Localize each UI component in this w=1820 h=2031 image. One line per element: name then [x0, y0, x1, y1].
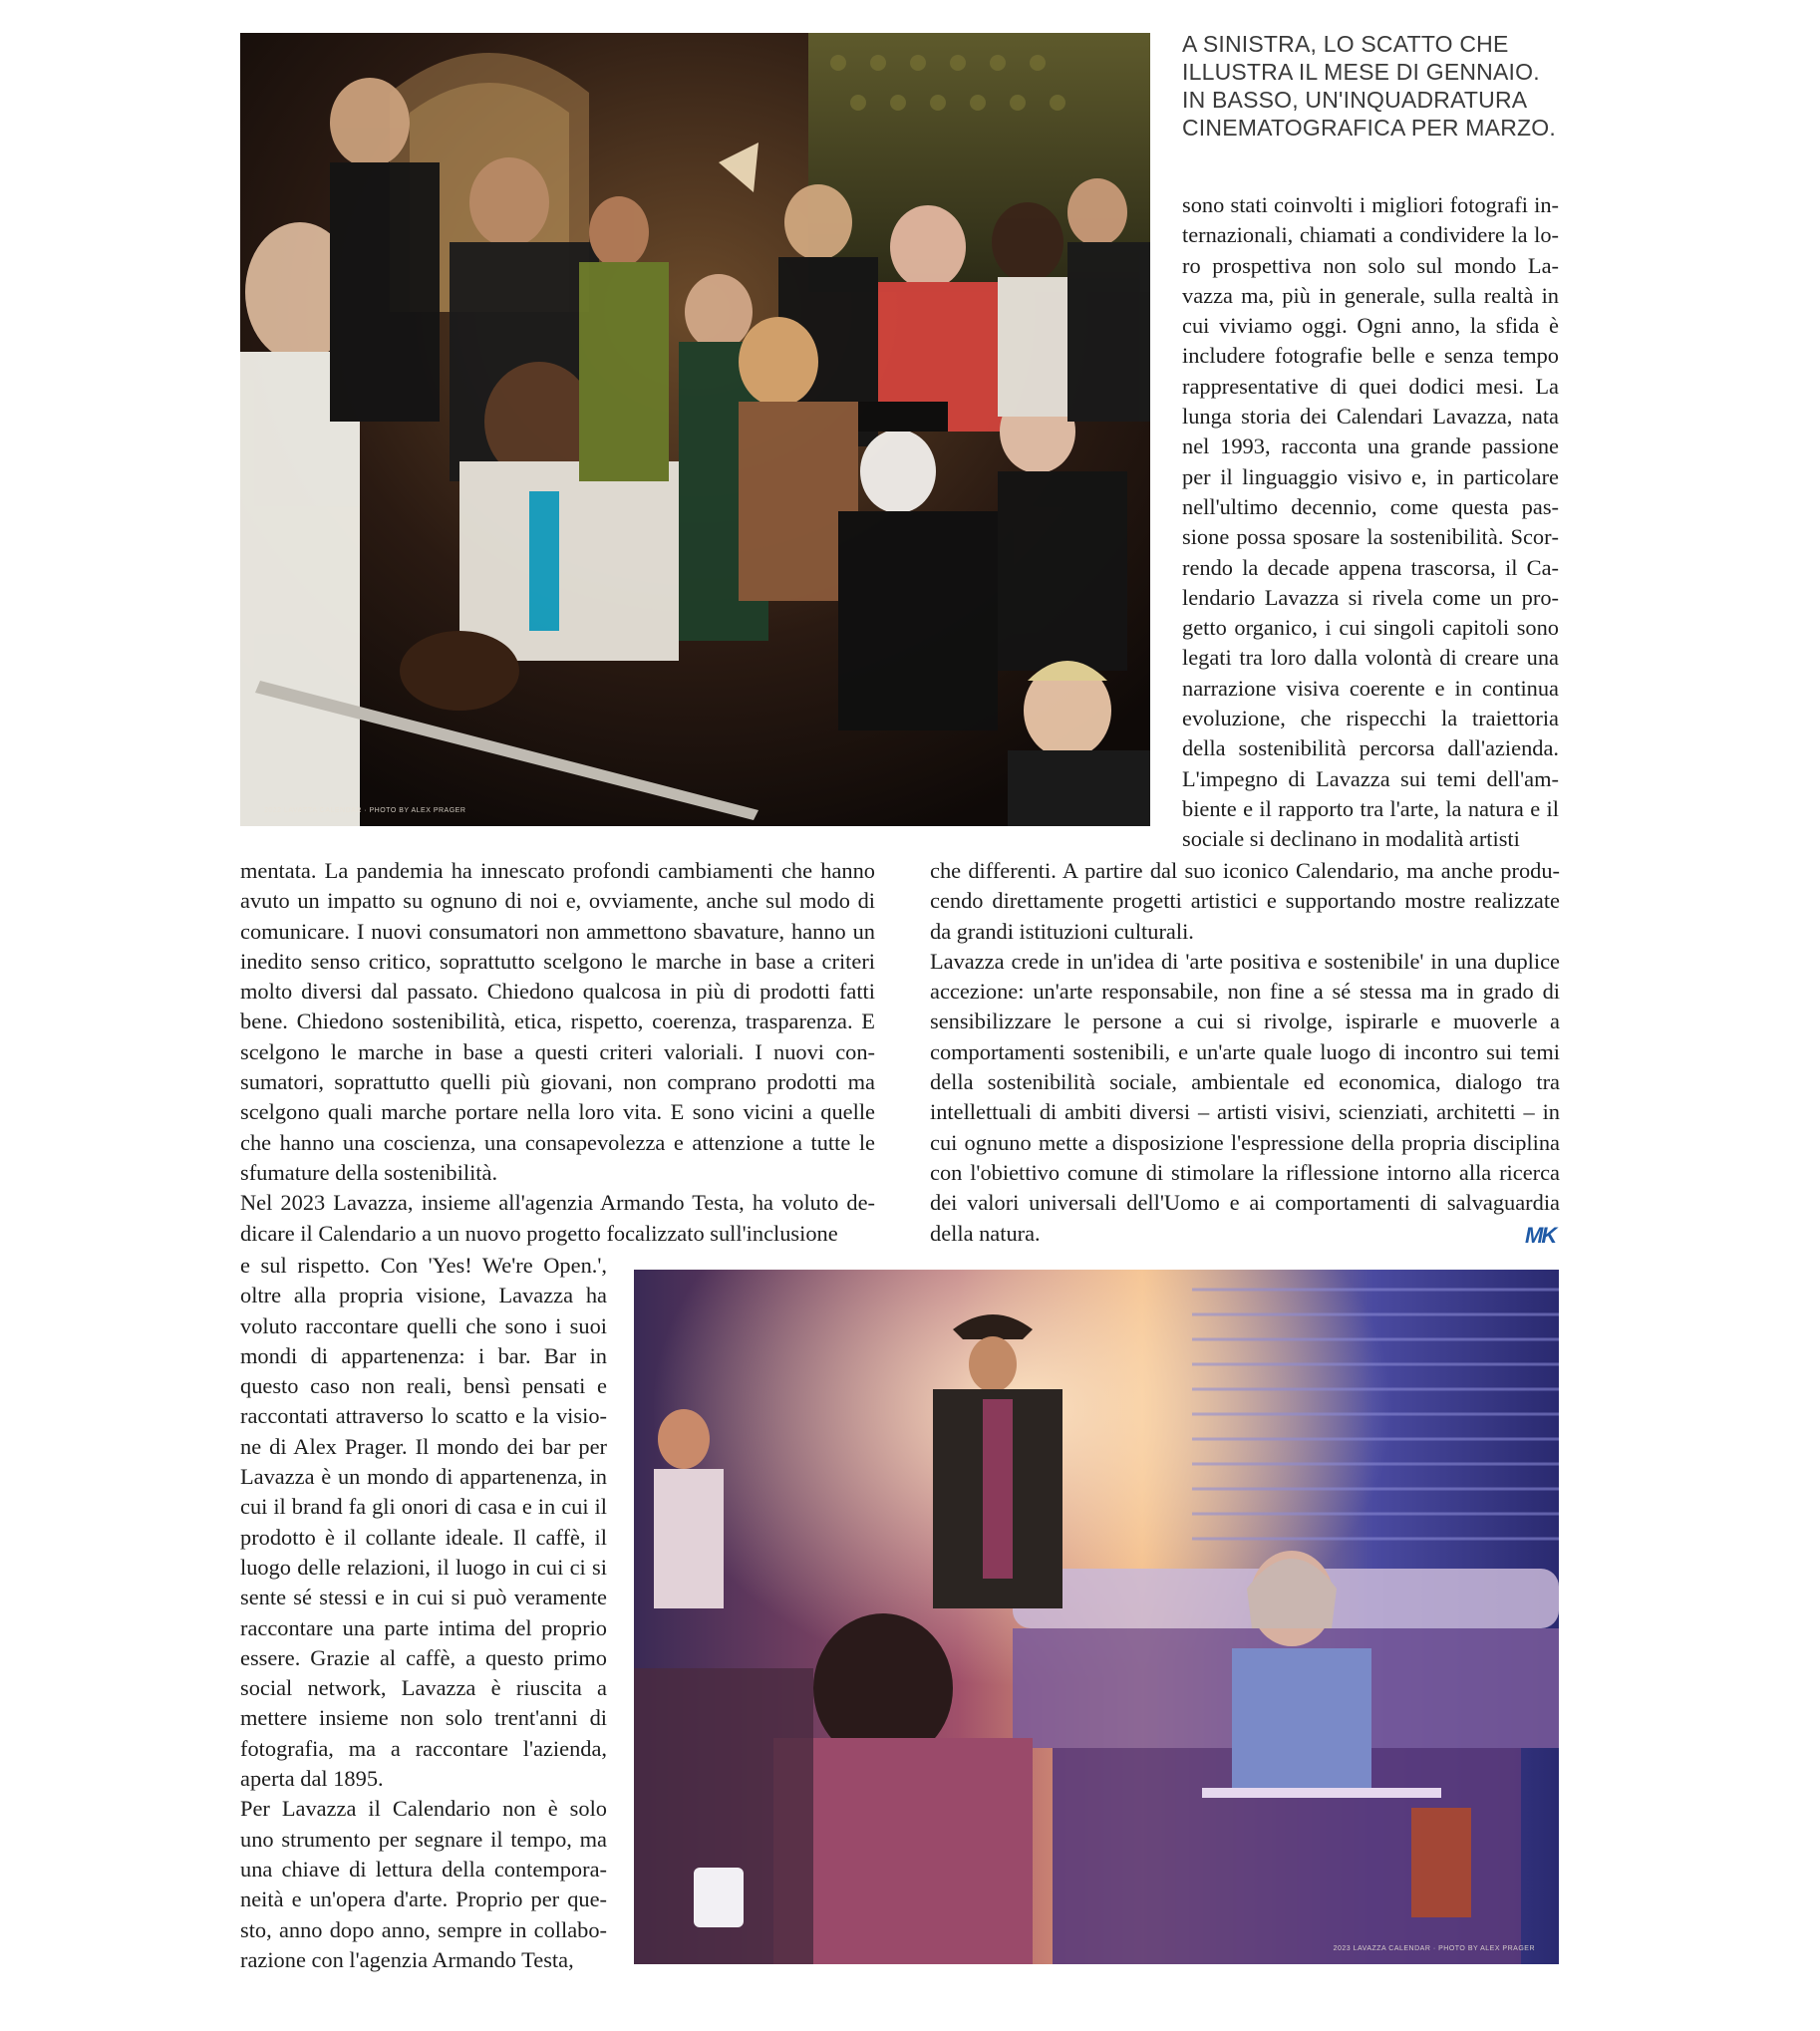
paragraph: che differenti. A partire dal suo iconico Calendario, ma anche producendo direttamente progetti artistici e supportando mostre realizzate da grandi istituzioni culturali. [930, 858, 1560, 944]
diner-scene-illustration [634, 1270, 1559, 1964]
photo-credit-top: 2022 LAVAZZA CALENDAR · PHOTO BY ALEX PRAGER [264, 807, 466, 814]
body-text-right-mid [930, 856, 1560, 1249]
photo-january-party [240, 33, 1150, 826]
body-text-right-top [1182, 190, 1559, 855]
paragraph: Lavazza crede in un'idea di 'arte positiva e sostenibile' in una duplice accezione: un'arte responsabile, non fine a sé stessa ma in grado di sensibilizzare le persone a cui si rivolge, ispirarle e muoverle a comportamenti sostenibili, e un'arte quale luogo di incontro sui temi della sostenibilità sociale, ambientale ed economica, dialogo tra intellettuali di ambiti diversi – artisti visivi, scienziati, architetti – in cui ognuno mette a disposizione l'espressione della propria disciplina con l'obiettivo comune di stimolare la riflessione intorno alla ricerca dei valori universali dell'Uomo e ai comportamenti di salvaguardia della natura. [930, 948, 1560, 1246]
body-text-left-bottom [240, 1251, 607, 1975]
photo-credit-bottom: 2023 LAVAZZA CALENDAR · PHOTO BY ALEX PRAGER [1333, 1945, 1535, 1952]
paragraph: sono stati coinvolti i migliori fotografi internazionali, chiamati a condividere la loro prospettiva non solo sul mondo Lavazza ma, più in generale, sulla realtà in cui viviamo oggi. Ogni anno, la sfida è includere fotografie belle e senza tempo rappresentative di quei dodici mesi. La lunga storia dei Calendari Lavazza, nata nel 1993, racconta una grande passione per il linguaggio visivo e, in particolare nell'ultimo decennio, come questa passione possa sposare la sostenibilità. Scorrendo la decade appena trascorsa, il Calendario Lavazza si rivela come un progetto organico, i cui singoli capitoli sono legati tra loro dalla volontà di creare una narrazione visiva coerente e in continua evoluzione, che rispecchi la traiettoria della sostenibilità percorsa dall'azienda. L'impegno di Lavazza sui temi dell'ambiente e il rapporto tra l'arte, la natura e il sociale si declinano in modalità artisti [1182, 192, 1559, 852]
paragraph: mentata. La pandemia ha innescato profondi cambiamenti che hanno avuto un impatto su ognuno di noi e, ovviamente, anche sul modo di comunicare. I nuovi consumatori non ammettono sbavature, hanno un inedito senso critico, soprattutto scelgono le marche in base a criteri molto diversi dal passato. Chiedono qualcosa in più di prodotti fatti bene. Chiedono sostenibilità, etica, rispetto, coerenza, trasparenza. E scelgono le marche in base a questi criteri valoriali. I nuovi consumatori, soprattutto quelli più giovani, non comprano prodotti ma scelgono quali marche portare nella loro vita. E sono vicini a quelle che hanno una coscienza, una consapevolezza e attenzione a tutte le sfumature della sostenibilità. [240, 858, 875, 1185]
photo-march-diner [634, 1270, 1559, 1964]
paragraph: Per Lavazza il Calendario non è solo uno strumento per segnare il tempo, ma una chiave di lettura della contemporaneità e un'opera d'arte. Proprio per questo, anno dopo anno, sempre in collaborazione con l'agenzia Armando Testa, [240, 1796, 607, 1972]
magazine-logo: MK [1525, 1223, 1556, 1248]
paragraph: e sul rispetto. Con 'Yes! We're Open.', oltre alla propria visione, Lavazza ha voluto raccontare quelli che sono i suoi mondi di appartenenza: i bar. Bar in questo caso non reali, bensì pensati e raccontati attraverso lo scatto e la visione di Alex Prager. Il mondo dei bar per Lavazza è un mondo di appartenenza, in cui il brand fa gli onori di casa e in cui il prodotto è il collante ideale. Il caffè, il luogo delle relazioni, il luogo in cui ci si sente sé stessi e in cui si può veramente raccontare una parte intima del proprio essere. Grazie al caffè, a questo primo social network, Lavazza è riuscita a mettere insieme non solo trent'anni di fotografia, ma a raccontare l'azienda, aperta dal 1895. [240, 1253, 607, 1792]
party-scene-illustration [240, 33, 1150, 826]
photo-caption: A SINISTRA, LO SCATTO CHE ILLUSTRA IL MESE DI GENNAIO. IN BASSO, UN'INQUADRATURA CINEMATOGRAFICA PER MARZO. [1182, 31, 1556, 141]
paragraph: Nel 2023 Lavazza, insieme all'agenzia Armando Testa, ha voluto dedicare il Calendario a un nuovo progetto focalizzato sull'inclusione [240, 1190, 875, 1246]
body-text-left-mid [240, 856, 875, 1249]
